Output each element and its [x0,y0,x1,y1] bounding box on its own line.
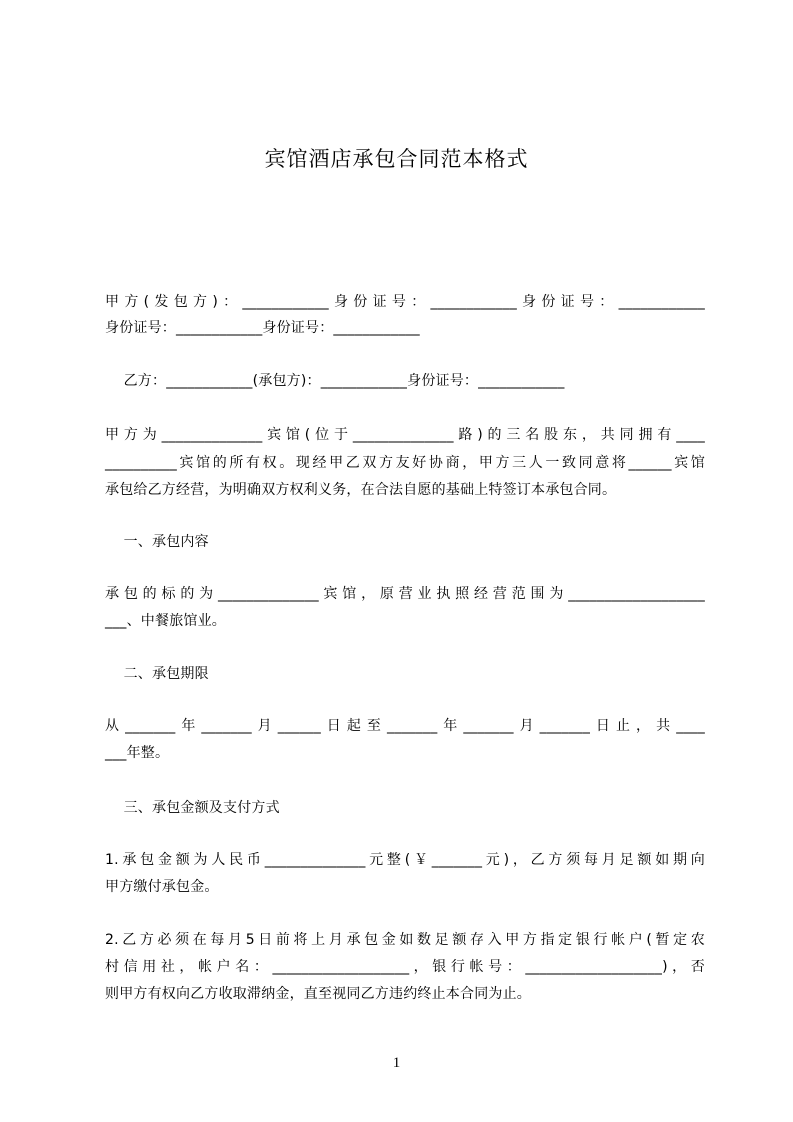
section3-item2-line-2: 村信用社，帐户名：___________________，银行帐号：___________________)，否 [105,959,705,975]
party-a-line-2: 身份证号：____________身份证号：____________ [105,320,420,336]
section3-heading: 三、承包金额及支付方式 [105,800,280,816]
page-number: 1 [392,1055,401,1071]
section3-item2-line-1: 2.乙方必须在每月5日前将上月承包金如数足额存入甲方指定银行帐户(暂定农 [105,932,705,948]
section3-item1-line-2: 甲方缴付承包金。 [105,879,219,895]
section2-heading: 二、承包期限 [105,666,209,682]
section3-item1-line-1: 1.承包金额为人民币______________元整(￥_______元)，乙方须每月足额如期向 [105,852,705,868]
section3-item2-line-3: 则甲方有权向乙方收取滞纳金，直至视同乙方违约终止本合同为止。 [105,986,531,1002]
section2-line-2: ___年整。 [105,745,170,761]
intro-line-2: __________宾馆的所有权。现经甲乙双方友好协商，甲方三人一致同意将______宾馆 [105,455,705,471]
intro-line-1: 甲方为______________宾馆(位于______________路)的三名股东，共同拥有____ [105,427,705,443]
party-b-line: 乙方：____________(承包方)：____________身份证号：____________ [105,373,565,389]
document-title: 宾馆酒店承包合同范本格式 [264,147,529,171]
party-a-line-1: 甲方(发包方)：____________身份证号：____________身份证号：____________ [105,294,705,310]
intro-line-3: 承包给乙方经营，为明确双方权利义务，在合法自愿的基础上特签订本承包合同。 [105,482,617,498]
section1-line-2: ___、中餐旅馆业。 [105,613,226,629]
section1-heading: 一、承包内容 [105,534,209,550]
section1-line-1: 承包的标的为______________宾馆，原营业执照经营范围为___________________ [105,586,705,602]
section2-line-1: 从_______年_______月______日起至_______年_______月_______日止，共____ [105,718,705,734]
